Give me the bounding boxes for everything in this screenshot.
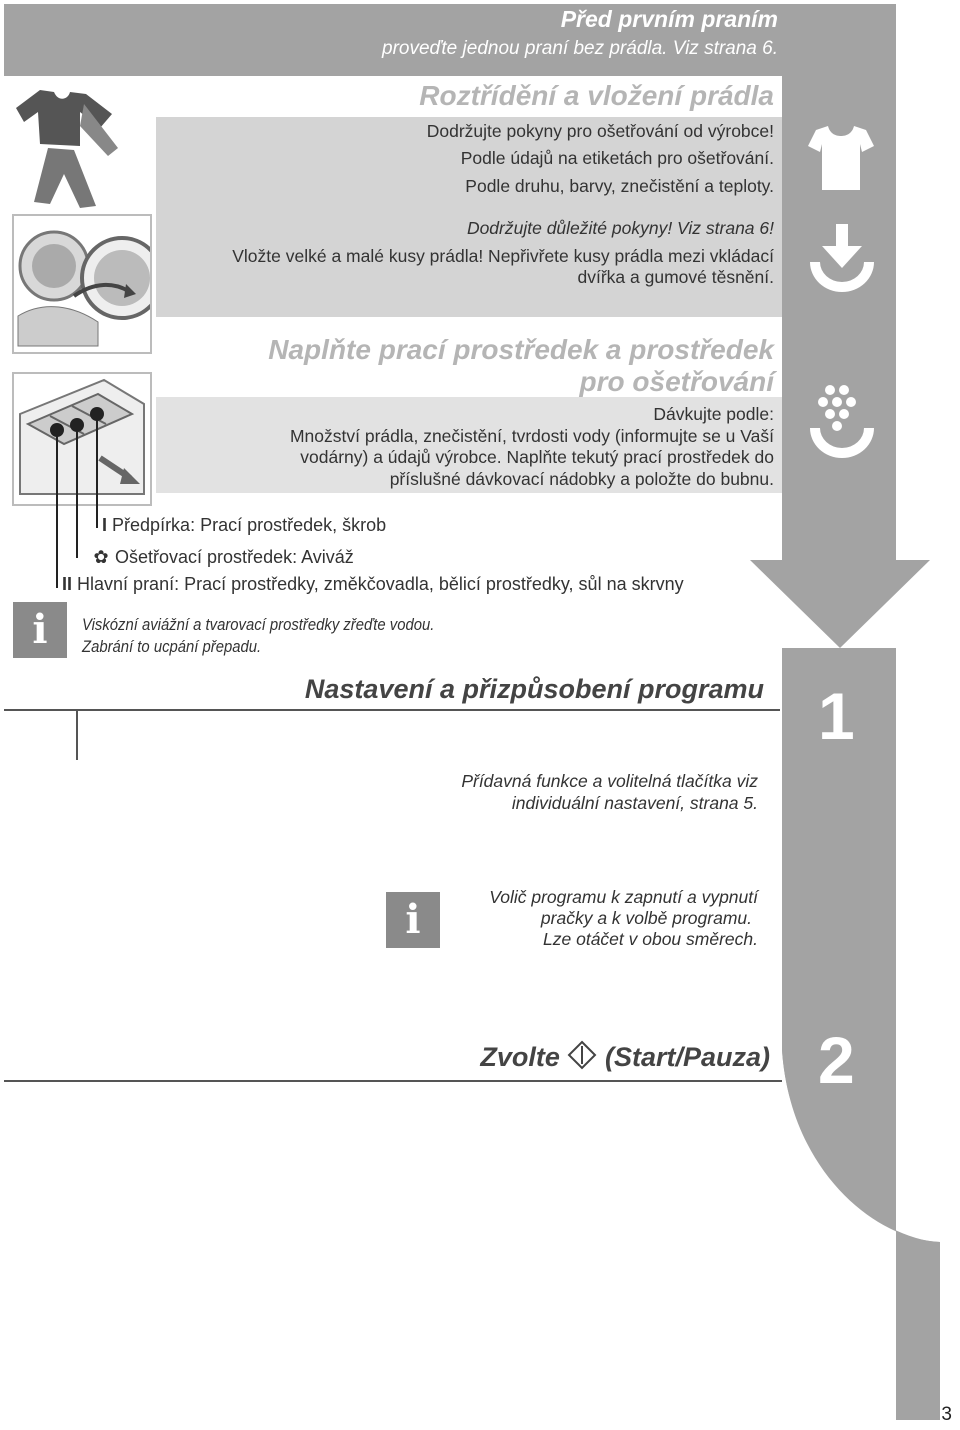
drum-illustration xyxy=(12,214,152,354)
sort-note: Dodržujte důležité pokyny! Viz strana 6! xyxy=(466,218,774,238)
main-wash-text: Hlavní praní: Prací prostředky, změkčovadla, bělicí prostředky, sůl na skrvny xyxy=(77,574,684,594)
detergent-line-4: příslušné dávkovací nádobky a položte do bubnu. xyxy=(389,469,774,489)
info-icon: i xyxy=(13,602,67,658)
program-divider xyxy=(4,709,780,711)
load-laundry-icon xyxy=(806,222,878,298)
start-title-suffix: (Start/Pauza) xyxy=(604,1042,770,1072)
dispenser-callout-lines xyxy=(40,400,110,600)
detergent-title-line-2: pro ošetřování xyxy=(579,366,774,397)
page-number: 3 xyxy=(941,1404,952,1425)
info-note-1-line-2: Zabrání to ucpání přepadu. xyxy=(82,638,262,656)
legend-main-wash xyxy=(62,574,684,595)
softener-text: Ošetřovací prostředek: Aviváž xyxy=(115,547,354,567)
program-extra-line-1: Přídavná funkce a volitelná tlačítka viz xyxy=(461,771,758,791)
load-line-2: dvířka a gumové těsnění. xyxy=(577,267,774,287)
prewash-text: Předpírka: Prací prostředek, škrob xyxy=(112,515,387,535)
detergent-title-line-1: Naplňte prací prostředek a prostředek xyxy=(268,334,774,365)
header-subtitle: proveďte jednou praní bez prádla. Viz strana 6. xyxy=(382,38,778,59)
main-wash-mark: II xyxy=(62,574,73,594)
detergent-icon xyxy=(806,382,878,462)
sort-line-3: Podle druhu, barvy, znečistění a teploty. xyxy=(465,176,774,196)
info-note-2-line-2: pračky a k volbě programu. xyxy=(540,908,752,928)
shirt-icon xyxy=(806,122,876,194)
header-title: Před prvním praním xyxy=(560,6,778,32)
step-number-2: 2 xyxy=(818,1023,855,1097)
info-icon-2: i xyxy=(386,892,440,948)
load-line-1: Vložte velké a malé kusy prádla! Nepřivřete kusy prádla mezi vkládací xyxy=(232,246,774,266)
step-number-1: 1 xyxy=(818,679,855,753)
prewash-mark: I xyxy=(102,515,108,535)
info-note-1-line-1: Viskózní aviážní a tvarovací prostředky zřeďte vodou. xyxy=(82,616,435,634)
detergent-section-title xyxy=(268,334,774,398)
start-divider xyxy=(4,1080,782,1082)
program-section-title: Nastavení a přizpůsobení programu xyxy=(304,674,764,704)
legend-softener xyxy=(92,547,354,568)
legend-prewash xyxy=(102,515,386,536)
info-note-2-line-3: Lze otáčet v obou směrech. xyxy=(543,929,758,949)
start-pause-icon xyxy=(567,1040,597,1070)
sort-line-1: Dodržujte pokyny pro ošetřování od výrobce! xyxy=(426,121,774,141)
sort-section-title: Roztřídění a vložení prádla xyxy=(419,80,774,111)
sort-line-2: Podle údajů na etiketách pro ošetřování. xyxy=(460,148,774,168)
detergent-line-2: Množství prádla, znečistění, tvrdosti vody (informujte se u Vaší xyxy=(289,426,774,446)
flower-icon: ✿ xyxy=(93,547,109,567)
detergent-line-1: Dávkujte podle: xyxy=(653,404,774,424)
clothes-illustration xyxy=(10,86,132,210)
start-section-title xyxy=(480,1040,770,1073)
start-title-prefix: Zvolte xyxy=(480,1042,560,1072)
program-tick xyxy=(76,710,78,760)
detergent-line-3: vodárny) a údajů výrobce. Naplňte tekutý prací prostředek do xyxy=(300,447,774,467)
program-extra-line-2: individuální nastavení, strana 5. xyxy=(511,793,758,813)
info-note-2-line-1: Volič programu k zapnutí a vypnutí xyxy=(489,887,758,907)
